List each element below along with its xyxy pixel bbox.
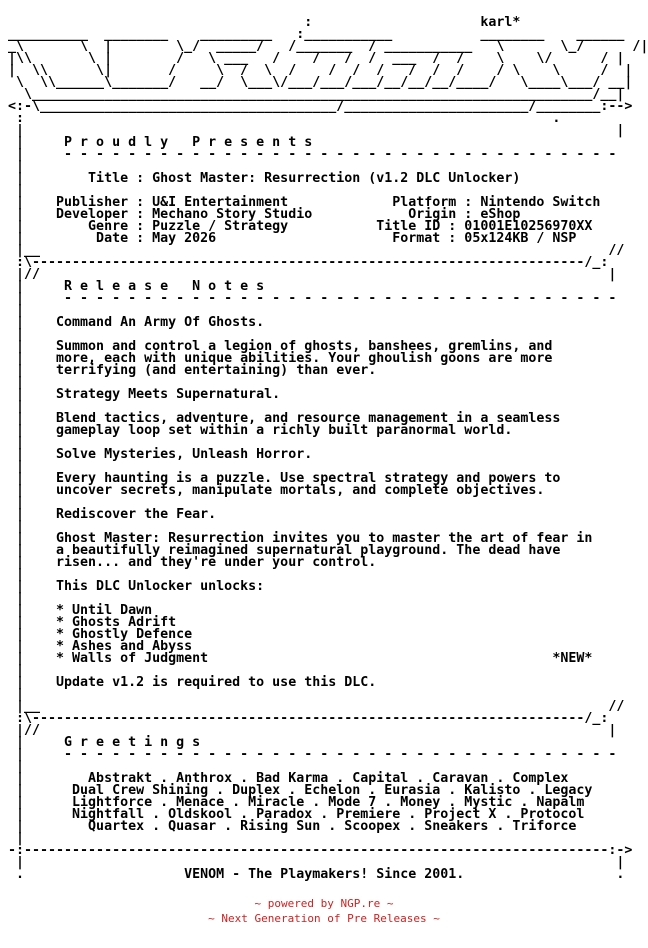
footer-powered-by: ~ powered by NGP.re ~ [254,897,394,910]
nfo-line: | [8,303,25,318]
nfo-line: | - - - - - - - - - - - - - - - - - - - - - - - - - - - - - - - - - - - [8,291,617,306]
nfo-line: | This DLC Unlocker unlocks: [8,579,265,594]
nfo-line: | | [8,123,625,138]
nfo-line: | * Until Dawn [8,603,153,618]
nfo-line: | * Ghosts Adrift [8,615,177,630]
nfo-line: |// | [8,723,617,738]
nfo-line: :\---------------------------------------------------------------------/_: [8,255,609,270]
nfo-line: | \\ \| / \ / \ / / / / / / / / \ \ / | [8,63,633,78]
nfo-line: | - - - - - - - - - - - - - - - - - - - - - - - - - - - - - - - - - - - [8,747,617,762]
nfo-line: | Date : May 2026 Format : 05x124KB / NSP [8,231,577,246]
nfo-text-block [8,17,648,881]
nfo-line: | P r o u d l y P r e s e n t s [8,135,313,150]
nfo-line: | Strategy Meets Supernatural. [8,387,281,402]
nfo-line: | [8,375,25,390]
nfo-line: | Every haunting is a puzzle. Use spectral strategy and powers to [8,471,561,486]
nfo-line: | uncover secrets, manipulate mortals, and complete objectives. [8,483,545,498]
nfo-line: | Nightfall . Oldskool . Paradox . Premiere . Project X . Protocol [8,807,585,822]
nfo-line: \ \\______\_______/ __/ \___\/___/___/___/__/__/__/____/ \____\___/ __| [8,75,633,90]
nfo-line: -:-------------------------------------------------------------------------:-> [8,843,633,858]
nfo-line: | Command An Army Of Ghosts. [8,315,265,330]
nfo-line: | Developer : Mechano Story Studio Origin : eShop [8,207,521,222]
nfo-line: | [8,495,25,510]
nfo-line: : karl* [8,15,521,30]
nfo-line: | Title : Ghost Master: Resurrection (v1.2 DLC Unlocker) [8,171,521,186]
nfo-line: _\ \ | \_/ _____/ /_______ / ___________ \ \_/ /| [8,39,648,54]
nfo-line: : . [8,111,561,126]
nfo-line: | [8,159,25,174]
nfo-line: \______________________________________________________________________/__| [8,87,625,102]
nfo-line: | [8,567,25,582]
nfo-line: | gameplay loop set within a richly built paranormal world. [8,423,513,438]
nfo-line: | Summon and control a legion of ghosts, banshees, gremlins, and [8,339,553,354]
nfo-line: | Update v1.2 is required to use this DLC. [8,675,377,690]
nfo-line: | - - - - - - - - - - - - - - - - - - - - - - - - - - - - - - - - - - - [8,147,617,162]
nfo-line: | Blend tactics, adventure, and resource management in a seamless [8,411,561,426]
nfo-line: | [8,663,25,678]
nfo-line: | Abstrakt . Anthrox . Bad Karma . Capital . Caravan . Complex [8,771,569,786]
nfo-line: | [8,435,25,450]
nfo-line: | a beautifully reimagined supernatural playground. The dead have [8,543,561,558]
nfo-line: | terrifying (and entertaining) than ever. [8,363,377,378]
nfo-line: | * Walls of Judgment *NEW* [8,651,593,666]
footer-tagline: ~ Next Generation of Pre Releases ~ [208,912,440,925]
nfo-line: |__ // [8,243,625,258]
nfo-line: | Solve Mysteries, Unleash Horror. [8,447,313,462]
nfo-line: | [8,591,25,606]
nfo-line: | * Ghostly Defence [8,627,193,642]
nfo-line: | [8,327,25,342]
nfo-line: | G r e e t i n g s [8,735,201,750]
nfo-line: | Publisher : U&I Entertainment Platform : Nintendo Switch [8,195,601,210]
nfo-line: | [8,519,25,534]
nfo-line: . VENOM - The Playmakers! Since 2001. . [8,867,625,882]
nfo-line: | [8,183,25,198]
nfo-line: | Quartex . Quasar . Rising Sun . Scoopex . Sneakers . Triforce [8,819,577,834]
nfo-line: | Rediscover the Fear. [8,507,217,522]
nfo-line: | [8,687,25,702]
nfo-line: | risen... and they're under your control. [8,555,377,570]
nfo-line: __________ ________ _________ :___________ ________ ______ [8,27,625,42]
nfo-line: |// | [8,267,617,282]
nfo-line: :\---------------------------------------------------------------------/_: [8,711,609,726]
nfo-line: | | [8,855,625,870]
nfo-line: | Dual Crew Shining . Duplex . Echelon . Eurasia . Kalisto . Legacy [8,783,593,798]
nfo-line: | [8,459,25,474]
nfo-line: | more, each with unique abilities. Your ghoulish goons are more [8,351,553,366]
nfo-line: | Ghost Master: Resurrection invites you to master the art of fear in [8,531,593,546]
nfo-line: |\\ \ | / \ ___ / / / / ___ / / \ \/ / | [8,51,625,66]
nfo-line: | R e l e a s e N o t e s [8,279,265,294]
nfo-line: | [8,831,25,846]
nfo-line: | Lightforce . Menace . Miracle . Mode 7 . Money . Mystic . Napalm [8,795,585,810]
nfo-line: | * Ashes and Abyss [8,639,193,654]
nfo-line: |__ // [8,699,625,714]
nfo-line: | Genre : Puzzle / Strategy Title ID : 01001E10256970XX [8,219,593,234]
nfo-line: <:-\_____________________________________/_______________________/________:--> [8,99,633,114]
nfo-line: | [8,399,25,414]
nfo-line: | [8,759,25,774]
